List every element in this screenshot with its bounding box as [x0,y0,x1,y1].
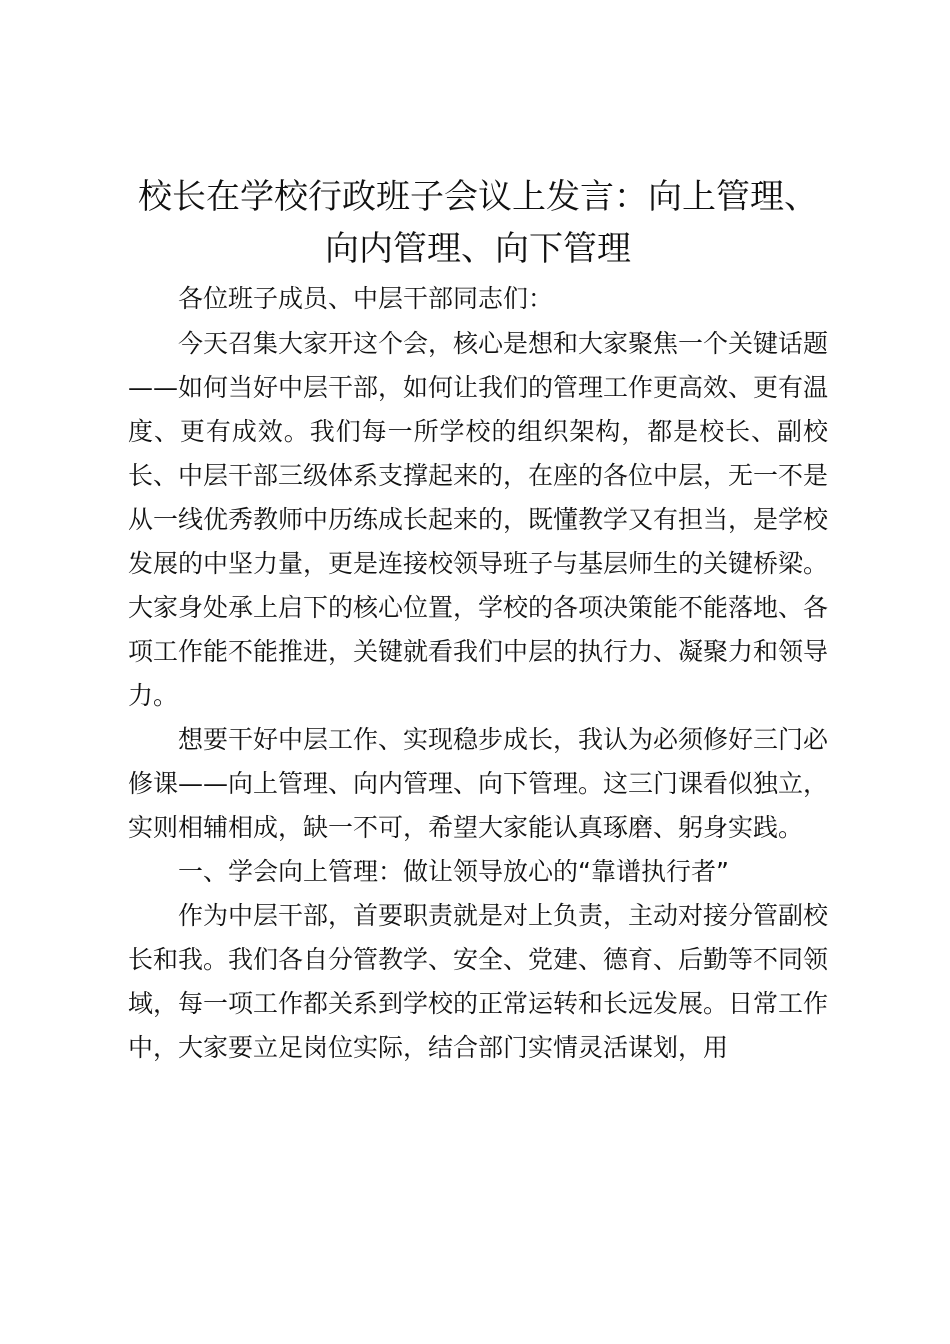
body-paragraph-1: 今天召集大家开这个会，核心是想和大家聚焦一个关键话题——如何当好中层干部，如何让我们的管理工作更高效、更有温度、更有成效。我们每一所学校的组织架构，都是校长、副校长、中层干部三级体系支撑起来的，在座的各位中层，无一不是从一线优秀教师中历练成长起来的，既懂教学又有担当，是学校发展的中坚力量，更是连接校领导班子与基层师生的关键桥梁。大家身处承上启下的核心位置，学校的各项决策能不能落地、各项工作能不能推进，关键就看我们中层的执行力、凝聚力和领导力。 [128,329,829,710]
document-title [128,171,828,275]
section-heading-1: 一、学会向上管理：做让领导放心的“靠谱执行者” [178,857,729,886]
document-content [128,171,828,1070]
document-body [128,277,828,1070]
body-paragraph-2: 想要干好中层工作、实现稳步成长，我认为必须修好三门必修课——向上管理、向内管理、向下管理。这三门课看似独立，实则相辅相成，缺一不可，希望大家能认真琢磨、躬身实践。 [128,725,829,842]
title-line-1: 校长在学校行政班子会议上发言：向上管理、 [138,177,818,217]
title-line-2: 向内管理、向下管理 [325,229,631,269]
greeting-paragraph: 各位班子成员、中层干部同志们： [178,284,554,313]
body-paragraph-3: 作为中层干部，首要职责就是对上负责，主动对接分管副校长和我。我们各自分管教学、安全、党建、德育、后勤等不同领域，每一项工作都关系到学校的正常运转和长远发展。日常工作中，大家要立足岗位实际，结合部门实情灵活谋划，用 [128,901,829,1062]
